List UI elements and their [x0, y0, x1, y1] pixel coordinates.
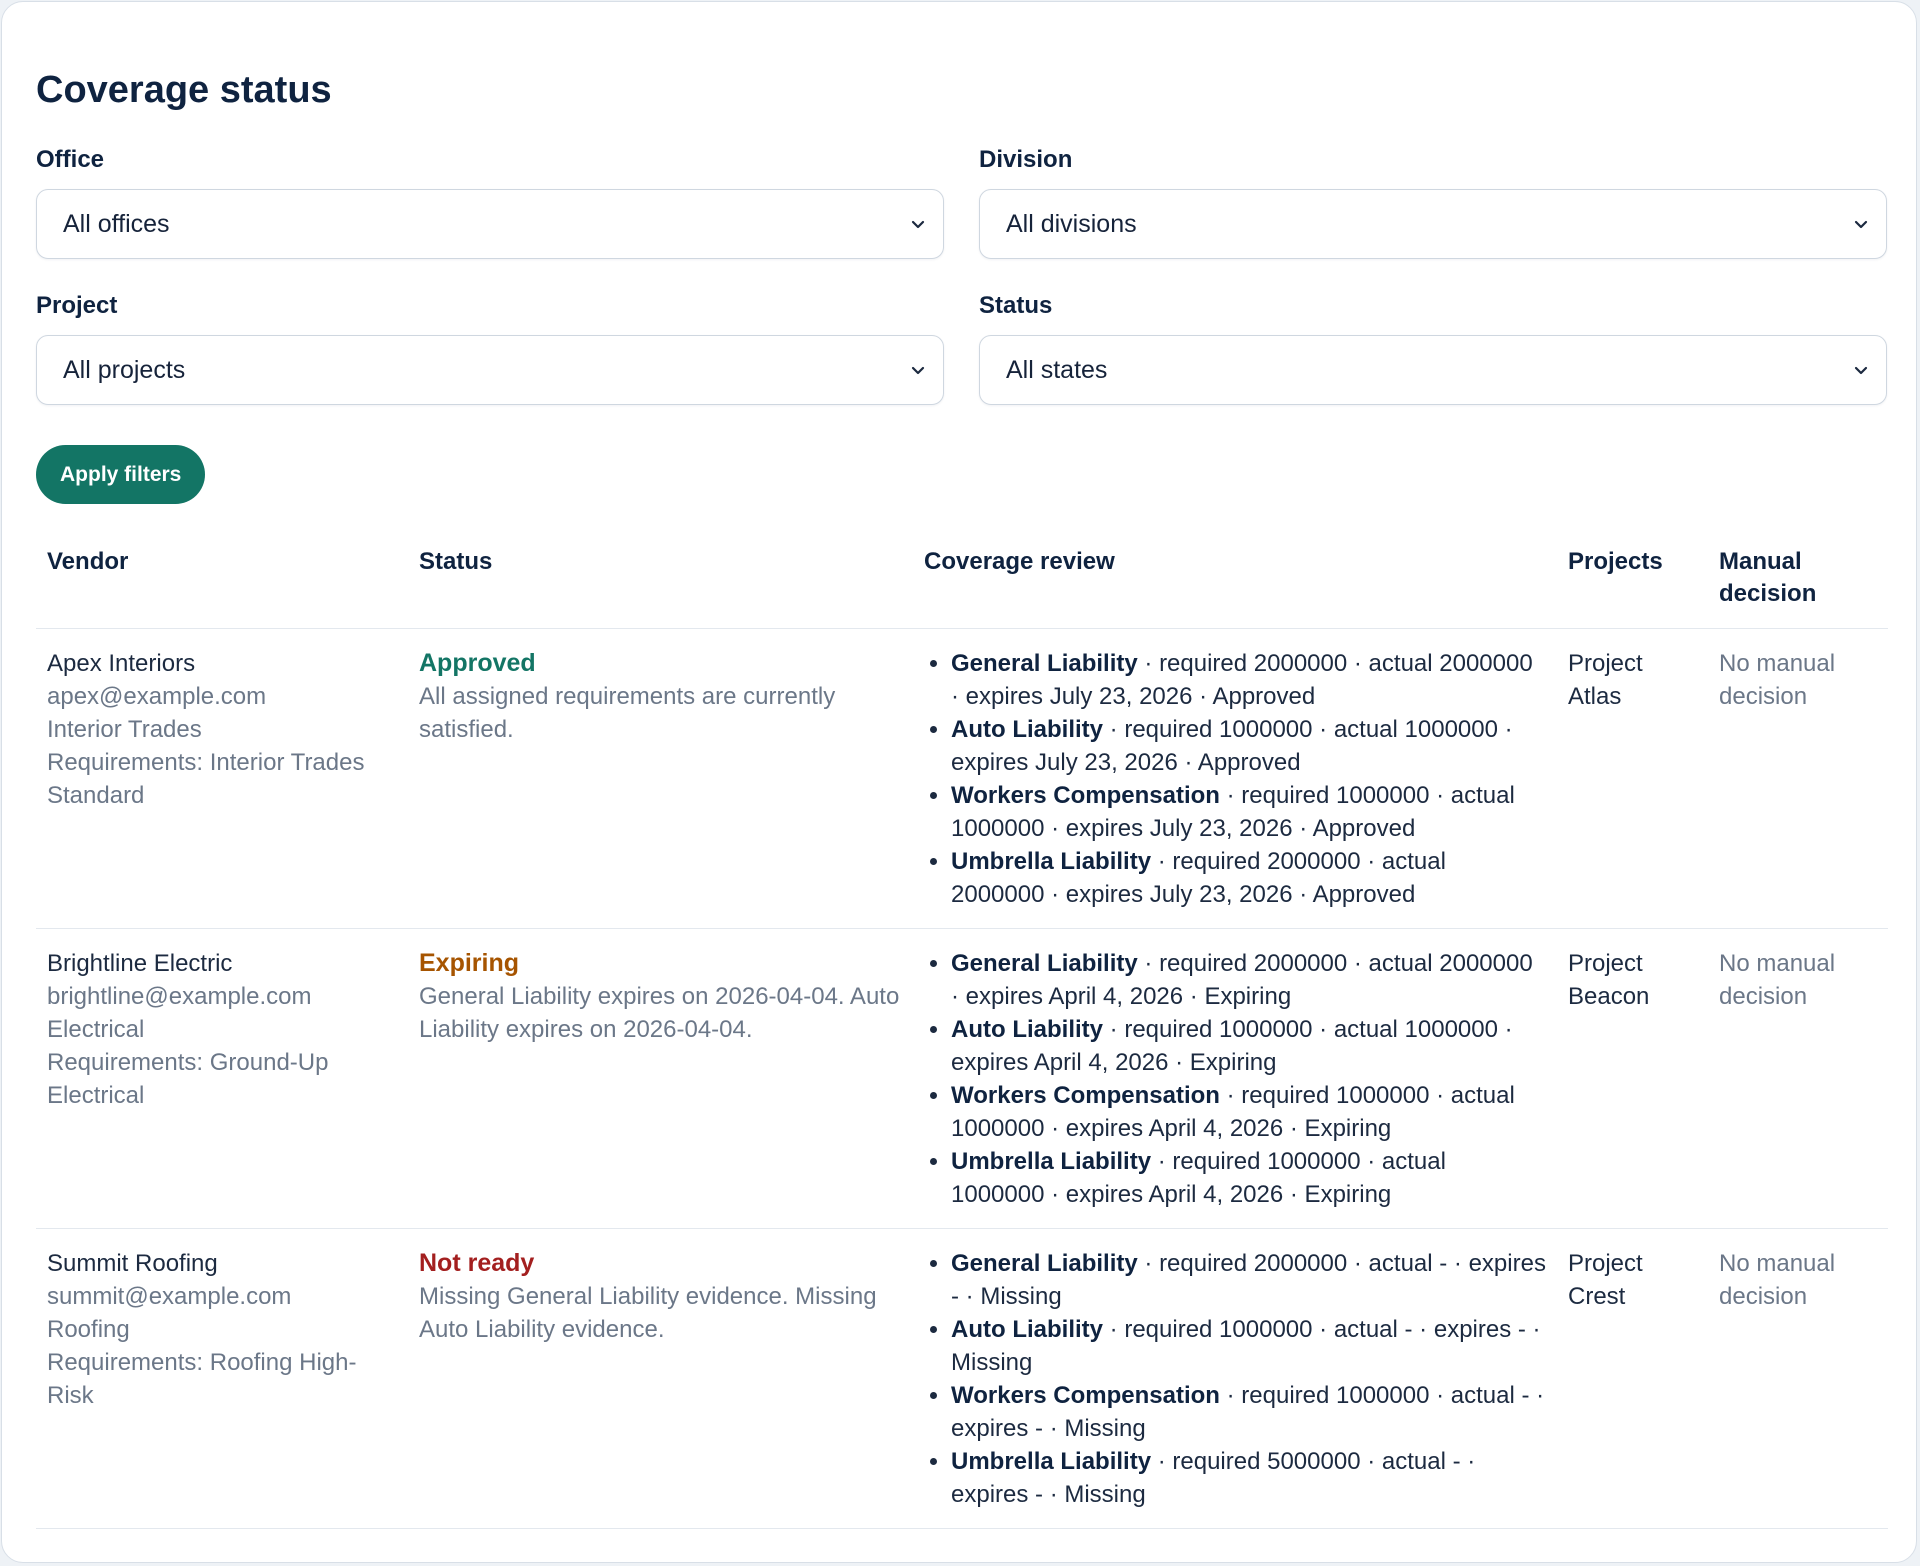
table-row: [36, 929, 1888, 1229]
coverage-name: Umbrella Liability: [951, 848, 1152, 875]
vendor-column-header: Vendor: [36, 536, 408, 629]
division-filter: [979, 145, 1887, 259]
status-filter: [979, 291, 1887, 405]
office-label: Office: [36, 146, 105, 173]
coverage-detail: · required 1000000 · actual 1000000 · expires April 4, 2026 · Expiring: [951, 1082, 1515, 1142]
chevron-down-icon: [909, 361, 927, 379]
coverage-item: [951, 713, 1546, 779]
division-select-value: All divisions: [1006, 210, 1137, 238]
vendor-name: Brightline Electric: [47, 950, 233, 977]
coverage-detail: · required 1000000 · actual 1000000 · expires April 4, 2026 · Expiring: [951, 1148, 1446, 1208]
status-detail: All assigned requirements are currently satisfied.: [419, 683, 836, 743]
status-select[interactable]: [979, 335, 1887, 405]
coverage-name: General Liability: [951, 650, 1138, 677]
page-title: Coverage status: [36, 69, 332, 111]
coverage-name: Umbrella Liability: [951, 1448, 1152, 1475]
vendor-trade: Roofing: [47, 1316, 130, 1343]
project-select-value: All projects: [63, 356, 186, 384]
apply-filters-button[interactable]: Apply filters: [36, 445, 205, 504]
vendor-requirements: Requirements: Roofing High-Risk: [47, 1349, 357, 1409]
vendor-cell: [36, 929, 408, 1229]
coverage-review-cell: [913, 929, 1557, 1229]
coverage-item: [951, 1013, 1546, 1079]
coverage-detail: · required 1000000 · actual - · expires - · Missing: [951, 1382, 1545, 1442]
vendor-cell: [36, 629, 408, 929]
office-filter: [36, 145, 944, 259]
projects-cell: Project Atlas: [1557, 629, 1708, 929]
projects-column-header: Projects: [1557, 536, 1708, 629]
status-badge: Approved: [419, 649, 536, 677]
coverage-name: Auto Liability: [951, 1016, 1103, 1043]
vendor-requirements: Requirements: Ground-Up Electrical: [47, 1049, 329, 1109]
chevron-down-icon: [1852, 215, 1870, 233]
chevron-down-icon: [1852, 361, 1870, 379]
table-row: [36, 1229, 1888, 1529]
project-label: Project: [36, 292, 118, 319]
coverage-detail: · required 2000000 · actual 2000000 · expires April 4, 2026 · Expiring: [951, 950, 1533, 1010]
coverage-review-cell: [913, 1229, 1557, 1529]
coverage-name: Workers Compensation: [951, 782, 1220, 809]
vendor-trade: Interior Trades: [47, 716, 202, 743]
coverage-item: [951, 779, 1546, 845]
coverage-detail: · required 1000000 · actual 1000000 · expires April 4, 2026 · Expiring: [951, 1016, 1513, 1076]
coverage-list: [924, 647, 1546, 911]
status-cell: [408, 929, 913, 1229]
vendor-name: Summit Roofing: [47, 1250, 218, 1277]
projects-cell: Project Beacon: [1557, 929, 1708, 1229]
project-filter: [36, 291, 944, 405]
status-select-value: All states: [1006, 356, 1108, 384]
manual-decision-cell: No manual decision: [1708, 629, 1888, 929]
coverage-item: [951, 1145, 1546, 1211]
division-label: Division: [979, 146, 1073, 173]
table-header-row: [36, 536, 1888, 629]
coverage-item: [951, 1379, 1546, 1445]
status-cell: [408, 629, 913, 929]
coverage-detail: · required 5000000 · actual - · expires - · Missing: [951, 1448, 1476, 1508]
vendor-email: apex@example.com: [47, 683, 267, 710]
coverage-column-header: Coverage review: [913, 536, 1557, 629]
coverage-table: [36, 536, 1888, 1529]
vendor-cell: [36, 1229, 408, 1529]
coverage-status-card: [1, 1, 1917, 1563]
coverage-name: Umbrella Liability: [951, 1148, 1152, 1175]
coverage-item: [951, 1247, 1546, 1313]
coverage-item: [951, 947, 1546, 1013]
vendor-requirements: Requirements: Interior Trades Standard: [47, 749, 365, 809]
coverage-list: [924, 1247, 1546, 1511]
vendor-name: Apex Interiors: [47, 650, 196, 677]
coverage-name: Workers Compensation: [951, 1082, 1220, 1109]
coverage-item: [951, 1445, 1546, 1511]
coverage-name: Auto Liability: [951, 716, 1103, 743]
status-label: Status: [979, 292, 1053, 319]
coverage-detail: · required 2000000 · actual 2000000 · expires July 23, 2026 · Approved: [951, 848, 1446, 908]
coverage-review-cell: [913, 629, 1557, 929]
vendor-trade: Electrical: [47, 1016, 145, 1043]
coverage-name: Auto Liability: [951, 1316, 1103, 1343]
coverage-item: [951, 845, 1546, 911]
coverage-detail: · required 1000000 · actual 1000000 · expires July 23, 2026 · Approved: [951, 716, 1513, 776]
coverage-detail: · required 2000000 · actual 2000000 · expires July 23, 2026 · Approved: [951, 650, 1533, 710]
vendor-email: summit@example.com: [47, 1283, 292, 1310]
coverage-item: [951, 1313, 1546, 1379]
status-detail: General Liability expires on 2026-04-04. Auto Liability expires on 2026-04-04.: [419, 983, 900, 1043]
division-select[interactable]: [979, 189, 1887, 259]
manual-decision-cell: No manual decision: [1708, 1229, 1888, 1529]
office-select-value: All offices: [63, 210, 170, 238]
coverage-name: Workers Compensation: [951, 1382, 1220, 1409]
coverage-list: [924, 947, 1546, 1211]
status-column-header: Status: [408, 536, 913, 629]
chevron-down-icon: [909, 215, 927, 233]
manual-decision-column-header: Manual decision: [1708, 536, 1888, 629]
coverage-detail: · required 1000000 · actual - · expires - · Missing: [951, 1316, 1541, 1376]
status-detail: Missing General Liability evidence. Missing Auto Liability evidence.: [419, 1283, 877, 1343]
projects-cell: Project Crest: [1557, 1229, 1708, 1529]
coverage-detail: · required 2000000 · actual - · expires - · Missing: [951, 1250, 1546, 1310]
vendor-email: brightline@example.com: [47, 983, 312, 1010]
manual-decision-cell: No manual decision: [1708, 929, 1888, 1229]
status-badge: Not ready: [419, 1249, 535, 1277]
status-cell: [408, 1229, 913, 1529]
table-row: [36, 629, 1888, 929]
coverage-name: General Liability: [951, 1250, 1138, 1277]
status-badge: Expiring: [419, 949, 520, 977]
coverage-detail: · required 1000000 · actual 1000000 · expires July 23, 2026 · Approved: [951, 782, 1515, 842]
project-select[interactable]: [36, 335, 944, 405]
coverage-item: [951, 647, 1546, 713]
coverage-item: [951, 1079, 1546, 1145]
office-select[interactable]: [36, 189, 944, 259]
coverage-name: General Liability: [951, 950, 1138, 977]
